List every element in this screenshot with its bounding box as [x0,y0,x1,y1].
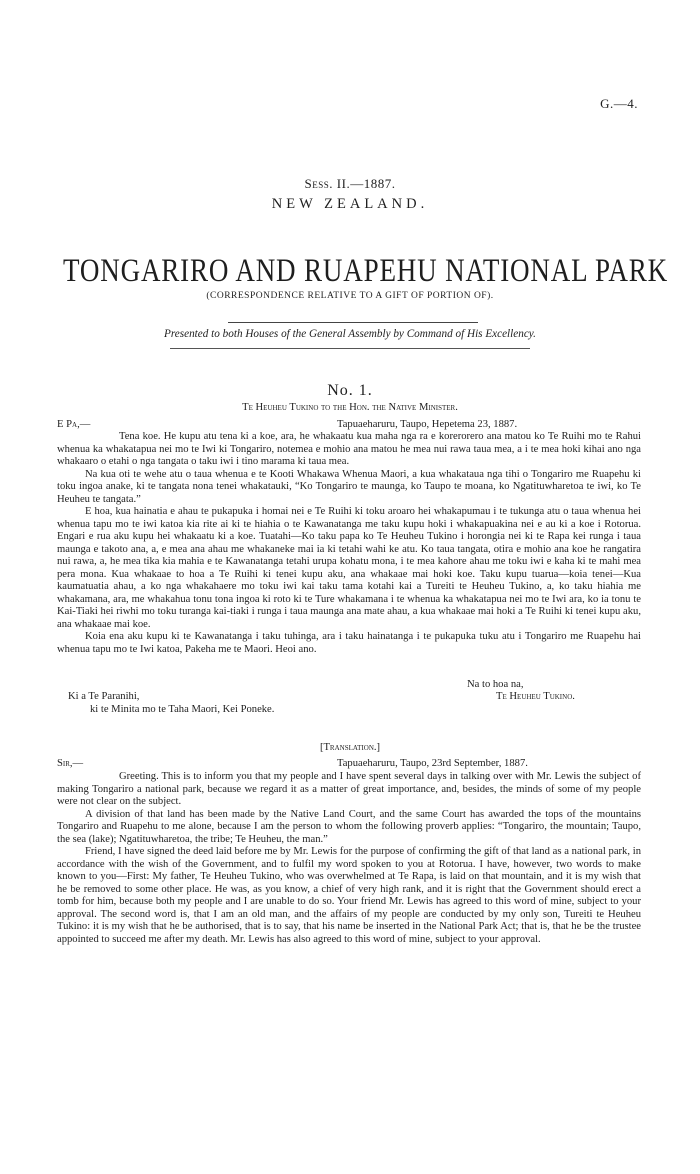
translation-place-date: Tapuaeharuru, Taupo, 23rd September, 1887. [337,758,528,769]
letter-body [57,431,641,656]
translation-paragraph: Greeting. This is to inform you that my people and I have spent several days in talking over with Mr. Lewis the subject of making Tongariro a national park, because we regard it as a matter of great importance, and, besides, the minds of some of my people were not clear on the subject. [57,771,641,807]
letter-addressee: ki te Minita mo te Taha Maori, Kei Poneke. [90,704,275,715]
letter-place-date: Tapuaeharuru, Taupo, Hepetema 23, 1887. [337,419,518,430]
letter-number: No. 1. [327,382,373,399]
translation-salutation: Sir,— [57,758,84,769]
presented-line: Presented to both Houses of the General Assembly by Command of His Excellency. [164,328,536,340]
letter-paragraph: E hoa, kua hainatia e ahau te pukapuka i homai nei e Te Ruihi ki toku aroaro hei whakapumau i te tukunga atu o taua whenua hei whenua tapu mo te iwi katoa kia rite ai ki te hiahia o te Kawanatanga me taku kupu hoki i whakapuakina nei e au ki a koe i Rotorua. Engari e rua aku kupu hei whakaatu ki a koe. Tuatahi—Ko taku papa ko Te Heuheu Tukino i horongia nei ki te Rapa kei runga i taua maunga e takoto ana, a, e mea ana ahau me whakaneke mai ia ki tetahi wahi ke atu. Ko taua tangata, otira e mohio ana koe he rangatira nui rawa, a, he mea tika kia mahia e te Kawanatanga tetahi urupa kohatu mona, i te mea kahore ahau me toku iwi e kaha ki te mahi mea pera mona. Kua whakaae to hoa a Te Ruihi ki tenei kupu aku, ana whakaae mai hoki koe. Taku kupu tuarua—koia tenei—Kua kaumatuatia ahau, a ko nga whakahaere mo toku iwi kai taku tama kotahi kai a Tureiti te Heuheu Tukino, a, ko taku hiahia me whakamana, ara, me whakahua tonu tona ingoa ki roto ki te Ture whakamana i te whenua ka whakatapua nei mo te Iwi ara, ko ia tonu te Kai-Tiaki hei riwhi mo toku turanga kai-tiaki i runga i taua maunga ana mate ahau, a kua whakaae mai hoki a Te Ruihi ki tenei kupu aku, ana whakaae mai koe. [57,506,641,630]
translation-paragraph: Friend, I have signed the deed laid before me by Mr. Lewis for the purpose of confirming the gift of that land as a national park, in accordance with the wish of the Government, and to fulfil my word spoken to you at Rotorua. I have, however, two words to make known to you—First: My father, Te Heuheu Tukino, who was overwhelmed at Te Rapa, is laid on that mountain, and it is my wish that he be removed to some other place. He was, as you know, a chief of very high rank, and it is right that the Government should erect a tomb for him, because both my people and I are unable to do so. Your friend Mr. Lewis has agreed to this word of mine, subject to your approval. The second word is, that I am an old man, and the affairs of my people are conducted by my only son, Tureiti te Heuheu Tukino: it is my wish that he be authorised, that is to say, that his name be inserted in the National Park Act; that is, that he be the trustee appointed to succeed me after my death. Mr. Lewis has also agreed to this word of mine, subject to your approval. [57,846,641,945]
letter-paragraph: Na kua oti te wehe atu o taua whenua e te Kooti Whakawa Whenua Maori, a kua whakataua nga tihi o Tongariro me Ruapehu ki toku ingoa anake, ki te tangata nona tenei whakatauki, “Ko Tongariro te maunga, ko Taupo te moana, ko Ngatituwharetoa te iwi, ko Te Heuheu te tangata.” [57,468,641,505]
divider-rule [170,348,530,349]
letter-signature: Te Heuheu Tukino. [496,691,575,702]
document-reference: G.—4. [600,96,638,111]
letter-salutation: E Pa,— [57,419,91,430]
translation-paragraph: A division of that land has been made by the Native Land Court, and the same Court has awarded the tops of the mountains Tongariro and Ruapehu to me alone, because I am the person to whom the following proverb applies: “Tongariro, the mountain; Taupo, the sea (lake); Ngatituwharetoa, the tribe; Te Heuheu, the man.” [57,808,641,845]
letter-heading: Te Heuheu Tukino to the Hon. the Native Minister. [242,402,458,413]
country-heading: NEW ZEALAND. [271,196,429,212]
document-title: TONGARIRO AND RUAPEHU NATIONAL PARK [63,253,669,289]
divider-rule [228,322,478,323]
letter-closing: Na to hoa na, [467,679,524,690]
translation-label: [Translation.] [319,742,381,753]
session-line: Sess. II.—1887. [304,176,396,191]
document-subtitle: (CORRESPONDENCE RELATIVE TO A GIFT OF PORTION OF). [206,291,494,301]
letter-paragraph: Koia ena aku kupu ki te Kawanatanga i taku tuhinga, ara i taku hainatanga i te pukapuka tuku atu i Tongariro me Ruapehu hai whenua tapu mo te Iwi katoa, Pakeha me te Maori. Heoi ano. [57,631,641,655]
translation-body [57,771,641,946]
letter-addressee: Ki a Te Paranihi, [68,691,140,702]
letter-paragraph: Tena koe. He kupu atu tena ki a koe, ara, he whakaatu kua maha nga ra e korerorero ana matou ko Te Ruihi mo te Rahui whenua ka whakatapua nei mo te Iwi ki Tongariro, notemea e mohio ana matou he mea nui rawa taua mea, a i te mea hoki kihai ano nga whakaaro o etahi o nga tangata o taku iwi i tino marama ki taua mea. [57,431,641,467]
